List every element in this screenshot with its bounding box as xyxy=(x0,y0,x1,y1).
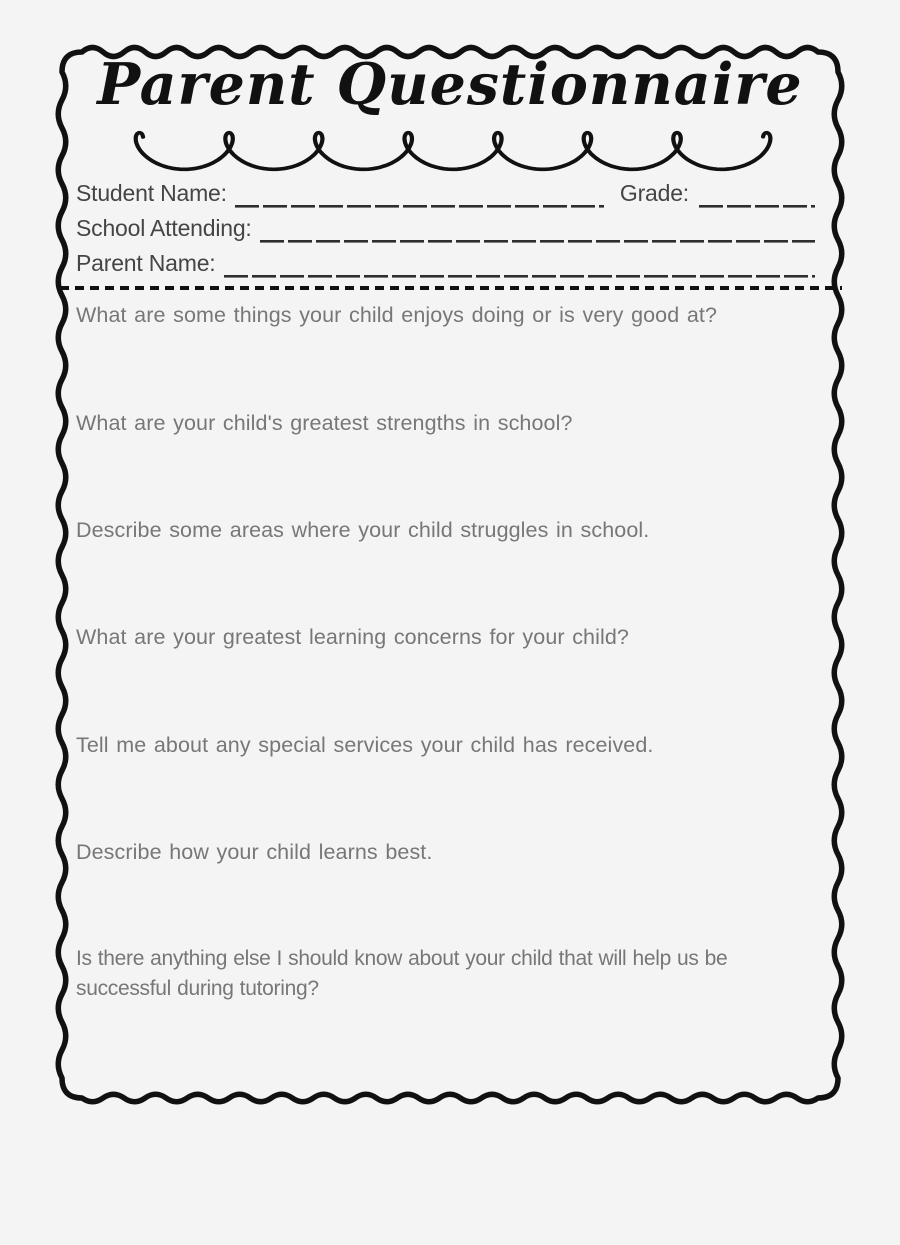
parent-name-label: Parent Name: xyxy=(76,250,216,276)
school-attending-label: School Attending: xyxy=(76,215,252,241)
grade-label: Grade: xyxy=(619,180,689,206)
question-2: What are your child's greatest strengths in school? xyxy=(76,411,573,435)
question-1: What are some things your child enjoys doing or is very good at? xyxy=(76,303,718,327)
parent-name-blank xyxy=(224,248,816,278)
student-name-label: Student Name: xyxy=(76,180,227,206)
student-name-blank xyxy=(235,178,604,208)
student-grade-row xyxy=(76,178,815,208)
question-3: Describe some areas where your child struggles in school. xyxy=(76,518,650,542)
dashed-divider xyxy=(60,286,842,290)
question-5: Tell me about any special services your child has received. xyxy=(76,733,654,757)
question-4: What are your greatest learning concerns for your child? xyxy=(76,625,629,649)
title-flourish-icon xyxy=(112,129,788,173)
grade-blank xyxy=(699,178,815,208)
school-attending-row xyxy=(76,213,815,243)
school-attending-blank xyxy=(260,213,815,243)
page-title: Parent Questionnaire xyxy=(97,51,803,118)
question-7: Is there anything else I should know about your child that will help us be successful during tutoring? xyxy=(76,947,728,1000)
parent-name-row xyxy=(76,248,815,278)
question-6: Describe how your child learns best. xyxy=(76,840,433,864)
